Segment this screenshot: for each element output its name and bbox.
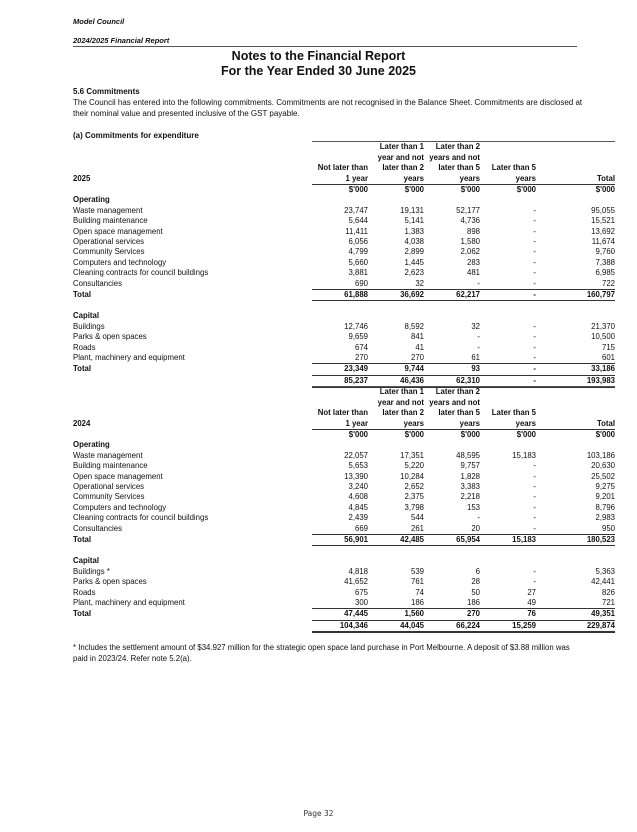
row-value: - [533, 237, 536, 247]
row-value: 11,674 [591, 237, 615, 247]
column-header [480, 387, 536, 430]
row-value: 8,592 [404, 321, 424, 331]
row-value: 48,595 [456, 450, 480, 460]
row-label: Open space management [73, 471, 163, 481]
row-value: 715 [601, 342, 615, 352]
group-total-value: - [480, 364, 536, 375]
row-value: 950 [601, 523, 615, 533]
row-label: Operational services [73, 482, 145, 492]
row-value: 9,201 [595, 492, 615, 502]
row-label: Building maintenance [73, 216, 148, 226]
section-intro: The Council has entered into the following commitments. Commitments are not recognised in the Balance Sheet. Commitments are disclosed at their nominal value and presented inclusive of the GST payable. [73, 98, 583, 118]
unit-label: $'000 [424, 185, 480, 196]
column-header [312, 142, 368, 185]
row-value: 1,383 [404, 226, 424, 236]
row-value: - [477, 513, 480, 523]
group-heading: Operating [73, 440, 110, 450]
column-header [312, 387, 368, 430]
row-value: 283 [466, 257, 480, 267]
row-value: 2,623 [404, 268, 424, 278]
row-value: 42,441 [591, 577, 615, 587]
row-value: 6 [475, 566, 480, 576]
table-row [73, 451, 615, 461]
group-total-row [73, 364, 615, 375]
row-label: Community Services [73, 247, 145, 257]
row-value: 4,608 [348, 492, 368, 502]
units-row [73, 185, 615, 196]
row-value: 2,218 [460, 492, 480, 502]
row-label: Buildings [73, 321, 105, 331]
group-total-label: Total [73, 290, 92, 300]
row-value: 2,983 [595, 513, 615, 523]
row-value: 601 [601, 352, 615, 362]
table-row [73, 577, 615, 587]
group-total-value: - [480, 290, 536, 301]
table-row [73, 598, 615, 609]
row-value: - [533, 482, 536, 492]
table-row [73, 482, 615, 492]
column-header-text: Not later than 1 year [317, 163, 368, 183]
row-value: 722 [601, 278, 615, 288]
row-value: 2,439 [348, 513, 368, 523]
row-value: 52,177 [456, 205, 480, 215]
grand-total-value: 66,224 [424, 620, 480, 632]
table-row [73, 206, 615, 216]
row-value: 2,062 [460, 247, 480, 257]
row-value: 10,284 [400, 471, 424, 481]
unit-label: $'000 [368, 185, 424, 196]
row-value: 721 [601, 597, 615, 607]
grand-total-value: 15,259 [480, 620, 536, 632]
row-label: Building maintenance [73, 461, 148, 471]
row-value: 1,580 [460, 237, 480, 247]
table-row [73, 332, 615, 342]
row-label: Consultancies [73, 523, 122, 533]
row-value: 674 [354, 342, 368, 352]
unit-label: $'000 [312, 185, 368, 196]
row-value: 41,652 [344, 577, 368, 587]
row-value: - [533, 226, 536, 236]
commitments-table-2025 [73, 141, 615, 388]
row-value: 32 [415, 278, 424, 288]
row-value: 1,445 [404, 257, 424, 267]
row-value: 761 [410, 577, 424, 587]
grand-total-value: 193,983 [536, 375, 615, 387]
column-header [536, 387, 615, 430]
row-value: 22,057 [344, 450, 368, 460]
group-total-value: 93 [424, 364, 480, 375]
row-value: 5,141 [404, 216, 424, 226]
group-total-value: 56,901 [312, 535, 368, 546]
units-spacer [73, 430, 312, 441]
grand-total-value: 46,436 [368, 375, 424, 387]
row-value: 153 [466, 502, 480, 512]
group-heading-row [73, 440, 615, 450]
column-header-row [73, 387, 615, 430]
row-value: 2,375 [404, 492, 424, 502]
row-value: - [533, 523, 536, 533]
row-value: 9,757 [460, 461, 480, 471]
row-label: Plant, machinery and equipment [73, 353, 185, 363]
table-row [73, 237, 615, 247]
unit-label: $'000 [368, 430, 424, 441]
table-row [73, 461, 615, 471]
row-value: 9,760 [595, 247, 615, 257]
row-value: 1,828 [460, 471, 480, 481]
row-label: Roads [73, 587, 96, 597]
group-total-value: 9,744 [368, 364, 424, 375]
row-value: 19,131 [400, 205, 424, 215]
table-row [73, 216, 615, 226]
grand-total-row [73, 620, 615, 632]
row-value: 4,736 [460, 216, 480, 226]
row-label: Roads [73, 342, 96, 352]
group-total-value: 1,560 [368, 609, 424, 620]
group-total-value: 15,183 [480, 535, 536, 546]
row-value: 28 [471, 577, 480, 587]
row-value: 15,183 [512, 450, 536, 460]
header-report-name: 2024/2025 Financial Report [73, 36, 170, 45]
row-label: Parks & open spaces [73, 577, 147, 587]
column-header-text: Not later than 1 year [317, 408, 368, 428]
row-value: 11,411 [345, 226, 368, 236]
group-total-label: Total [73, 609, 92, 619]
row-value: 544 [410, 513, 424, 523]
row-value: - [533, 332, 536, 342]
commitments-table-2024 [73, 386, 615, 633]
table-row [73, 524, 615, 535]
row-value: - [533, 216, 536, 226]
group-total-value: 49,351 [536, 609, 615, 620]
group-heading: Operating [73, 195, 110, 205]
section-heading: 5.6 Commitments [73, 87, 140, 96]
page-title: Notes to the Financial Report [231, 49, 406, 63]
unit-label: $'000 [424, 430, 480, 441]
group-total-value: 76 [480, 609, 536, 620]
group-heading-row [73, 195, 615, 205]
row-value: - [533, 471, 536, 481]
row-value: - [533, 247, 536, 257]
row-value: - [533, 205, 536, 215]
row-label: Waste management [73, 450, 143, 460]
row-value: - [477, 332, 480, 342]
grand-total-value: 229,874 [536, 620, 615, 632]
subsection-heading: (a) Commitments for expenditure [73, 131, 199, 140]
table-row [73, 258, 615, 268]
row-value: - [533, 577, 536, 587]
group-total-value: 36,692 [368, 290, 424, 301]
row-value: 27 [527, 587, 536, 597]
row-value: 5,653 [348, 461, 368, 471]
table-row [73, 492, 615, 502]
row-value: 186 [410, 597, 424, 607]
row-value: - [477, 342, 480, 352]
column-header-text: Later than 1 year and not later than 2 years [377, 387, 424, 428]
row-value: 21,370 [591, 321, 615, 331]
row-value: 4,818 [348, 566, 368, 576]
table-row [73, 472, 615, 482]
row-value: 3,881 [348, 268, 368, 278]
table-year-label: 2024 [73, 419, 91, 429]
row-value: 74 [415, 587, 424, 597]
group-total-value: 65,954 [424, 535, 480, 546]
unit-label: $'000 [536, 185, 615, 196]
row-value: 15,521 [591, 216, 615, 226]
row-value: 2,899 [404, 247, 424, 257]
row-value: 7,388 [595, 257, 615, 267]
row-value: - [533, 342, 536, 352]
units-spacer [73, 185, 312, 196]
row-label: Buildings * [73, 566, 110, 576]
row-value: 539 [410, 566, 424, 576]
row-value: 6,056 [348, 237, 368, 247]
row-value: 49 [527, 597, 536, 607]
row-value: - [533, 461, 536, 471]
table-row [73, 353, 615, 364]
units-row [73, 430, 615, 441]
footnote: * Includes the settlement amount of $34.927 million for the strategic open space land purchase in Port Melbourne. A deposit of $3.88 million was paid in 2023/24. Refer note 5.2(a). [73, 643, 570, 663]
row-value: - [533, 566, 536, 576]
row-value: 5,660 [348, 257, 368, 267]
header-organisation: Model Council [73, 17, 125, 26]
row-label: Cleaning contracts for council buildings [73, 268, 209, 278]
column-header-text: Later than 5 years [491, 163, 536, 183]
row-label: Computers and technology [73, 502, 167, 512]
table-row [73, 513, 615, 523]
row-value: 669 [354, 523, 368, 533]
group-total-value: 180,523 [536, 535, 615, 546]
row-value: 6,985 [595, 268, 615, 278]
row-value: - [533, 278, 536, 288]
row-value: - [533, 257, 536, 267]
column-header-row [73, 142, 615, 185]
row-value: 2,652 [404, 482, 424, 492]
unit-label: $'000 [312, 430, 368, 441]
row-value: 20,630 [591, 461, 615, 471]
page-number: Page 32 [303, 809, 334, 818]
row-value: 5,220 [404, 461, 424, 471]
table-row [73, 247, 615, 257]
row-value: 690 [354, 278, 368, 288]
row-value: 4,845 [348, 502, 368, 512]
table-row [73, 268, 615, 278]
row-value: - [533, 321, 536, 331]
row-value: 95,055 [591, 205, 615, 215]
page-subtitle: For the Year Ended 30 June 2025 [221, 64, 416, 78]
grand-total-label [73, 620, 312, 632]
row-value: 186 [466, 597, 480, 607]
row-value: 300 [354, 597, 368, 607]
row-value: - [533, 492, 536, 502]
row-value: 9,659 [348, 332, 368, 342]
column-header-text: Later than 2 years and not later than 5 years [429, 142, 480, 183]
table-row [73, 322, 615, 332]
spacer-cell [73, 301, 312, 311]
row-value: 4,038 [404, 237, 424, 247]
table-row [73, 503, 615, 513]
row-value: 20 [471, 523, 480, 533]
row-value: - [533, 352, 536, 362]
group-total-value: 270 [424, 609, 480, 620]
row-value: 261 [410, 523, 424, 533]
column-header-text: Total [596, 418, 615, 428]
group-heading-row [73, 556, 615, 566]
row-value: 4,799 [348, 247, 368, 257]
column-header [424, 387, 480, 430]
column-header-text: Later than 1 year and not later than 2 years [377, 142, 424, 183]
row-value: 3,240 [348, 482, 368, 492]
row-value: 3,798 [404, 502, 424, 512]
grand-total-value: - [480, 375, 536, 387]
row-value: 13,390 [344, 471, 368, 481]
column-header [368, 142, 424, 185]
row-value: 103,186 [586, 450, 615, 460]
table-row [73, 588, 615, 598]
row-value: 675 [354, 587, 368, 597]
group-spacer [73, 301, 615, 311]
header-rule [73, 46, 577, 47]
row-value: 270 [410, 352, 424, 362]
row-value: 32 [471, 321, 480, 331]
column-header [480, 142, 536, 185]
row-value: 841 [410, 332, 424, 342]
row-value: 17,351 [400, 450, 424, 460]
unit-label: $'000 [480, 430, 536, 441]
row-value: 898 [466, 226, 480, 236]
group-heading: Capital [73, 556, 99, 566]
group-total-value: 62,217 [424, 290, 480, 301]
column-header [368, 387, 424, 430]
unit-label: $'000 [536, 430, 615, 441]
row-value: 41 [415, 342, 424, 352]
group-heading-row [73, 311, 615, 321]
group-total-value: 160,797 [536, 290, 615, 301]
table-row [73, 343, 615, 353]
row-label: Community Services [73, 492, 145, 502]
group-total-row [73, 609, 615, 620]
row-value: 50 [471, 587, 480, 597]
row-label: Plant, machinery and equipment [73, 598, 185, 608]
row-value: 826 [601, 587, 615, 597]
column-header [424, 142, 480, 185]
row-value: - [533, 513, 536, 523]
row-value: 481 [466, 268, 480, 278]
group-total-value: 61,888 [312, 290, 368, 301]
row-value: 23,747 [344, 205, 368, 215]
grand-total-value: 104,346 [312, 620, 368, 632]
group-total-value: 47,445 [312, 609, 368, 620]
row-label: Waste management [73, 205, 143, 215]
row-value: 13,692 [591, 226, 615, 236]
row-value: - [533, 502, 536, 512]
table-row [73, 567, 615, 577]
column-header [536, 142, 615, 185]
group-total-label: Total [73, 364, 92, 374]
row-value: - [477, 278, 480, 288]
column-header-text: Total [596, 173, 615, 183]
group-heading: Capital [73, 311, 99, 321]
column-header-text: Later than 5 years [491, 408, 536, 428]
row-value: 10,500 [591, 332, 615, 342]
row-value: 9,275 [595, 482, 615, 492]
row-label: Consultancies [73, 278, 122, 288]
grand-total-value: 85,237 [312, 375, 368, 387]
row-label: Operational services [73, 237, 145, 247]
row-label: Computers and technology [73, 257, 167, 267]
table-row [73, 279, 615, 290]
table-year-label: 2025 [73, 174, 91, 184]
group-total-value: 33,186 [536, 364, 615, 375]
row-value: 8,796 [595, 502, 615, 512]
row-value: - [533, 268, 536, 278]
row-value: 12,746 [344, 321, 368, 331]
grand-total-value: 62,310 [424, 375, 480, 387]
grand-total-value: 44,045 [368, 620, 424, 632]
row-value: 5,644 [348, 216, 368, 226]
group-total-value: 42,485 [368, 535, 424, 546]
row-label: Cleaning contracts for council buildings [73, 513, 209, 523]
unit-label: $'000 [480, 185, 536, 196]
column-header-text: Later than 2 years and not later than 5 years [429, 387, 480, 428]
group-total-row [73, 535, 615, 546]
row-value: 3,383 [460, 482, 480, 492]
table-row [73, 227, 615, 237]
row-value: 61 [471, 352, 480, 362]
group-total-row [73, 290, 615, 301]
row-label: Open space management [73, 226, 163, 236]
group-total-label: Total [73, 535, 92, 545]
row-value: 270 [354, 352, 368, 362]
row-value: 25,502 [591, 471, 615, 481]
spacer-cell [73, 546, 312, 556]
group-spacer [73, 546, 615, 556]
group-total-value: 23,349 [312, 364, 368, 375]
row-label: Parks & open spaces [73, 332, 147, 342]
row-value: 5,363 [595, 566, 615, 576]
